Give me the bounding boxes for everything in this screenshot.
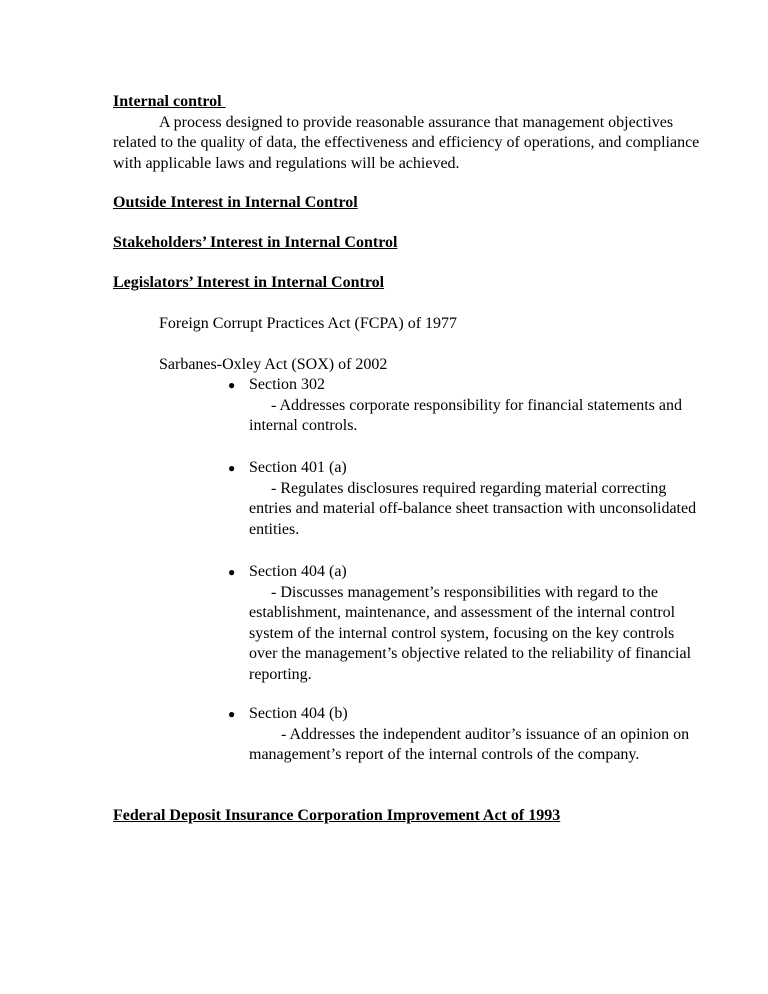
section-title: Section 401 (a)	[249, 459, 347, 476]
fdicia-heading: Federal Deposit Insurance Corporation Improvement Act of 1993	[113, 807, 561, 824]
fcpa-text: Foreign Corrupt Practices Act (FCPA) of 1977	[159, 315, 458, 332]
outside-interest-heading: Outside Interest in Internal Control	[113, 194, 358, 211]
section-description: - Regulates disclosures required regarding material correcting entries and material off-balance sheet transaction with unconsolidated entities.	[249, 479, 697, 538]
sox-section-404b	[228, 704, 701, 766]
sox-section-302	[228, 375, 701, 437]
bullet-icon: ●	[228, 461, 236, 475]
section-description: - Addresses the independent auditor’s issuance of an opinion on management’s report of the internal controls of the company.	[249, 725, 690, 763]
stakeholders-interest-heading: Stakeholders’ Interest in Internal Control	[113, 234, 398, 251]
bullet-icon: ●	[228, 707, 236, 721]
section-title: Section 302	[249, 376, 325, 393]
internal-control-section	[113, 92, 703, 174]
section-description: - Addresses corporate responsibility for financial statements and internal controls.	[249, 396, 682, 434]
bullet-icon: ●	[228, 565, 236, 579]
legislators-interest-heading: Legislators’ Interest in Internal Control	[113, 274, 385, 291]
sox-text: Sarbanes-Oxley Act (SOX) of 2002	[159, 356, 388, 373]
sox-section-401a	[228, 458, 701, 540]
section-title: Section 404 (b)	[249, 705, 348, 722]
section-title: Section 404 (a)	[249, 563, 347, 580]
internal-control-heading: Internal control	[113, 93, 226, 110]
section-description: - Discusses management’s responsibilities with regard to the establishment, maintenance, and assessment of the internal control system of the internal control system, focusing on the key controls over the management’s objective related to the reliability of financial reporting.	[249, 583, 692, 683]
bullet-icon: ●	[228, 378, 236, 392]
sox-section-404a	[228, 562, 701, 685]
internal-control-definition: A process designed to provide reasonable assurance that management objectives related to the quality of data, the effectiveness and efficiency of operations, and compliance with applicable laws and regulations will be achieved.	[113, 113, 700, 172]
